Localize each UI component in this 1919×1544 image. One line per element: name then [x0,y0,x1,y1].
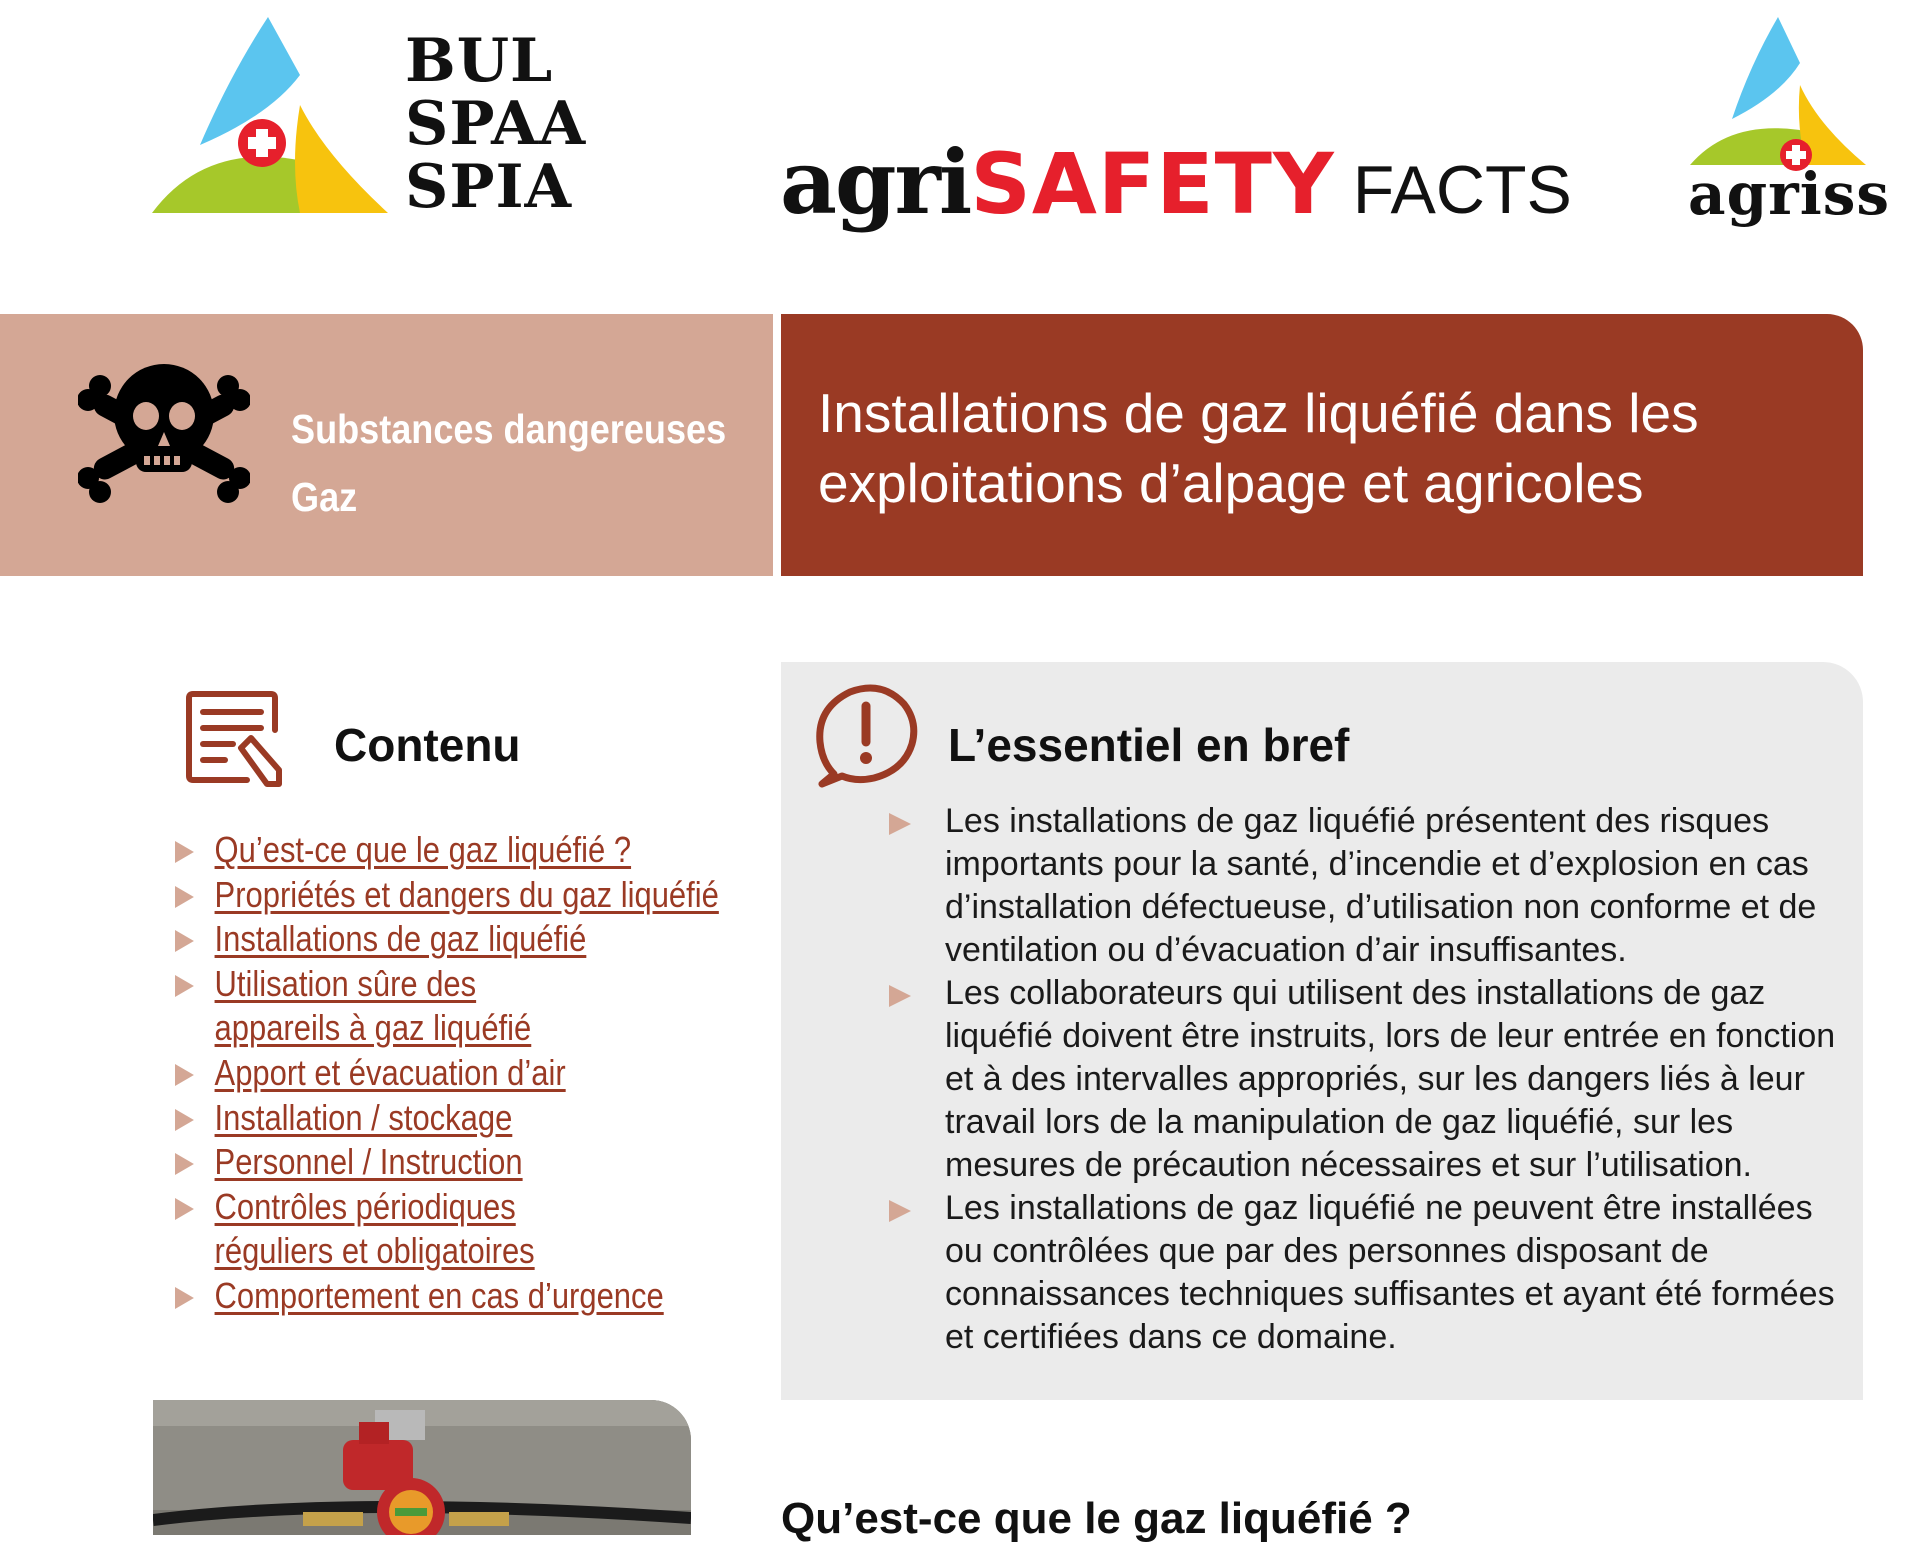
agriss-logo-triangle [1688,15,1868,175]
agrisafety-facts-brand [780,130,1572,234]
contents-heading: Contenu [334,719,521,771]
essentials-item-text: Les collaborateurs qui utilisent des installations de gaz liquéfié doivent être instruits, lors de leur entrée en fonction et à des intervalles appropriés, sur les dangers liés à leur travail lors de la manipulation de gaz liquéfié, sur les mesures de précaution nécessaires et sur l’utilisation. [945,974,1836,1184]
essentials-item [885,972,1855,1187]
essentials-item [885,1187,1855,1359]
skull-crossbones-icon [78,356,250,516]
contents-item [175,1140,834,1185]
section-heading: Qu’est-ce que le gaz liquéfié ? [781,1494,1412,1543]
triangle-bullet-icon [175,886,194,908]
essentials-heading: L’essentiel en bref [948,719,1350,771]
contents-item [175,1274,834,1319]
contents-item [175,917,834,962]
contents-item [175,962,576,1051]
triangle-bullet-icon [889,1200,911,1222]
triangle-bullet-icon [175,975,194,997]
contents-link[interactable]: Contrôles périodiques réguliers et obligatoires [214,1185,535,1272]
contents-list [175,828,795,1319]
contents-item [175,1185,619,1274]
document-edit-icon [185,690,285,790]
contents-link[interactable]: Propriétés et dangers du gaz liquéfié [214,873,719,915]
contents-item [175,1051,834,1096]
essentials-item-text: Les installations de gaz liquéfié ne peuvent être installées ou contrôlées que par des personnes disposant de connaissances techniques suffisantes et ayant été formées et certifiées dans ce domaine. [945,1189,1835,1356]
exclamation-speech-bubble-icon [812,682,918,788]
essentials-item [885,800,1855,972]
subcategory-label: Gaz [291,474,358,520]
brand-agri: agri [780,130,971,234]
contents-link[interactable]: Apport et évacuation d’air [214,1051,566,1093]
bul-line: BUL [405,26,554,96]
triangle-bullet-icon [175,1109,194,1131]
essentials-list [885,800,1855,1359]
contents-link[interactable]: Personnel / Instruction [214,1141,523,1183]
contents-item [175,873,834,918]
triangle-bullet-icon [175,1064,194,1086]
spia-line: SPIA [405,152,573,222]
contents-link[interactable]: Utilisation sûre des appareils à gaz liquéfié [214,962,532,1049]
bul-logo-triangle [150,15,390,215]
essentials-item-text: Les installations de gaz liquéfié présentent des risques importants pour la santé, d’incendie et d’explosion en cas d’installation défectueuse, d’utilisation non conforme et de ventilation ou d’évacuation d’air insuffisantes. [945,802,1817,969]
agriss-wordmark: agriss [1688,160,1891,228]
triangle-bullet-icon [175,1198,194,1220]
triangle-bullet-icon [889,813,911,835]
triangle-bullet-icon [889,985,911,1007]
bul-spaa-spia-wordmark [405,26,587,222]
page-title: Installations de gaz liquéfié dans les exploitations d’alpage et agricoles [818,382,1699,514]
triangle-bullet-icon [175,1287,194,1309]
gas-regulator-illustration [153,1400,691,1535]
triangle-bullet-icon [175,930,194,952]
contents-link[interactable]: Qu’est-ce que le gaz liquéfié ? [214,829,632,870]
spaa-line: SPAA [405,89,587,159]
gas-regulator-photo [153,1400,691,1535]
banner-category [291,395,726,531]
category-label: Substances dangereuses [291,406,727,452]
contents-item [175,1096,834,1141]
contents-link[interactable]: Comportement en cas d’urgence [214,1274,664,1316]
contents-item [175,828,834,873]
contents-link[interactable]: Installation / stockage [214,1096,513,1138]
triangle-bullet-icon [175,841,194,863]
brand-safety: SAFETY [970,135,1335,233]
triangle-bullet-icon [175,1153,194,1175]
contents-link[interactable]: Installations de gaz liquéfié [214,918,587,960]
brand-facts: FACTS [1352,152,1572,228]
